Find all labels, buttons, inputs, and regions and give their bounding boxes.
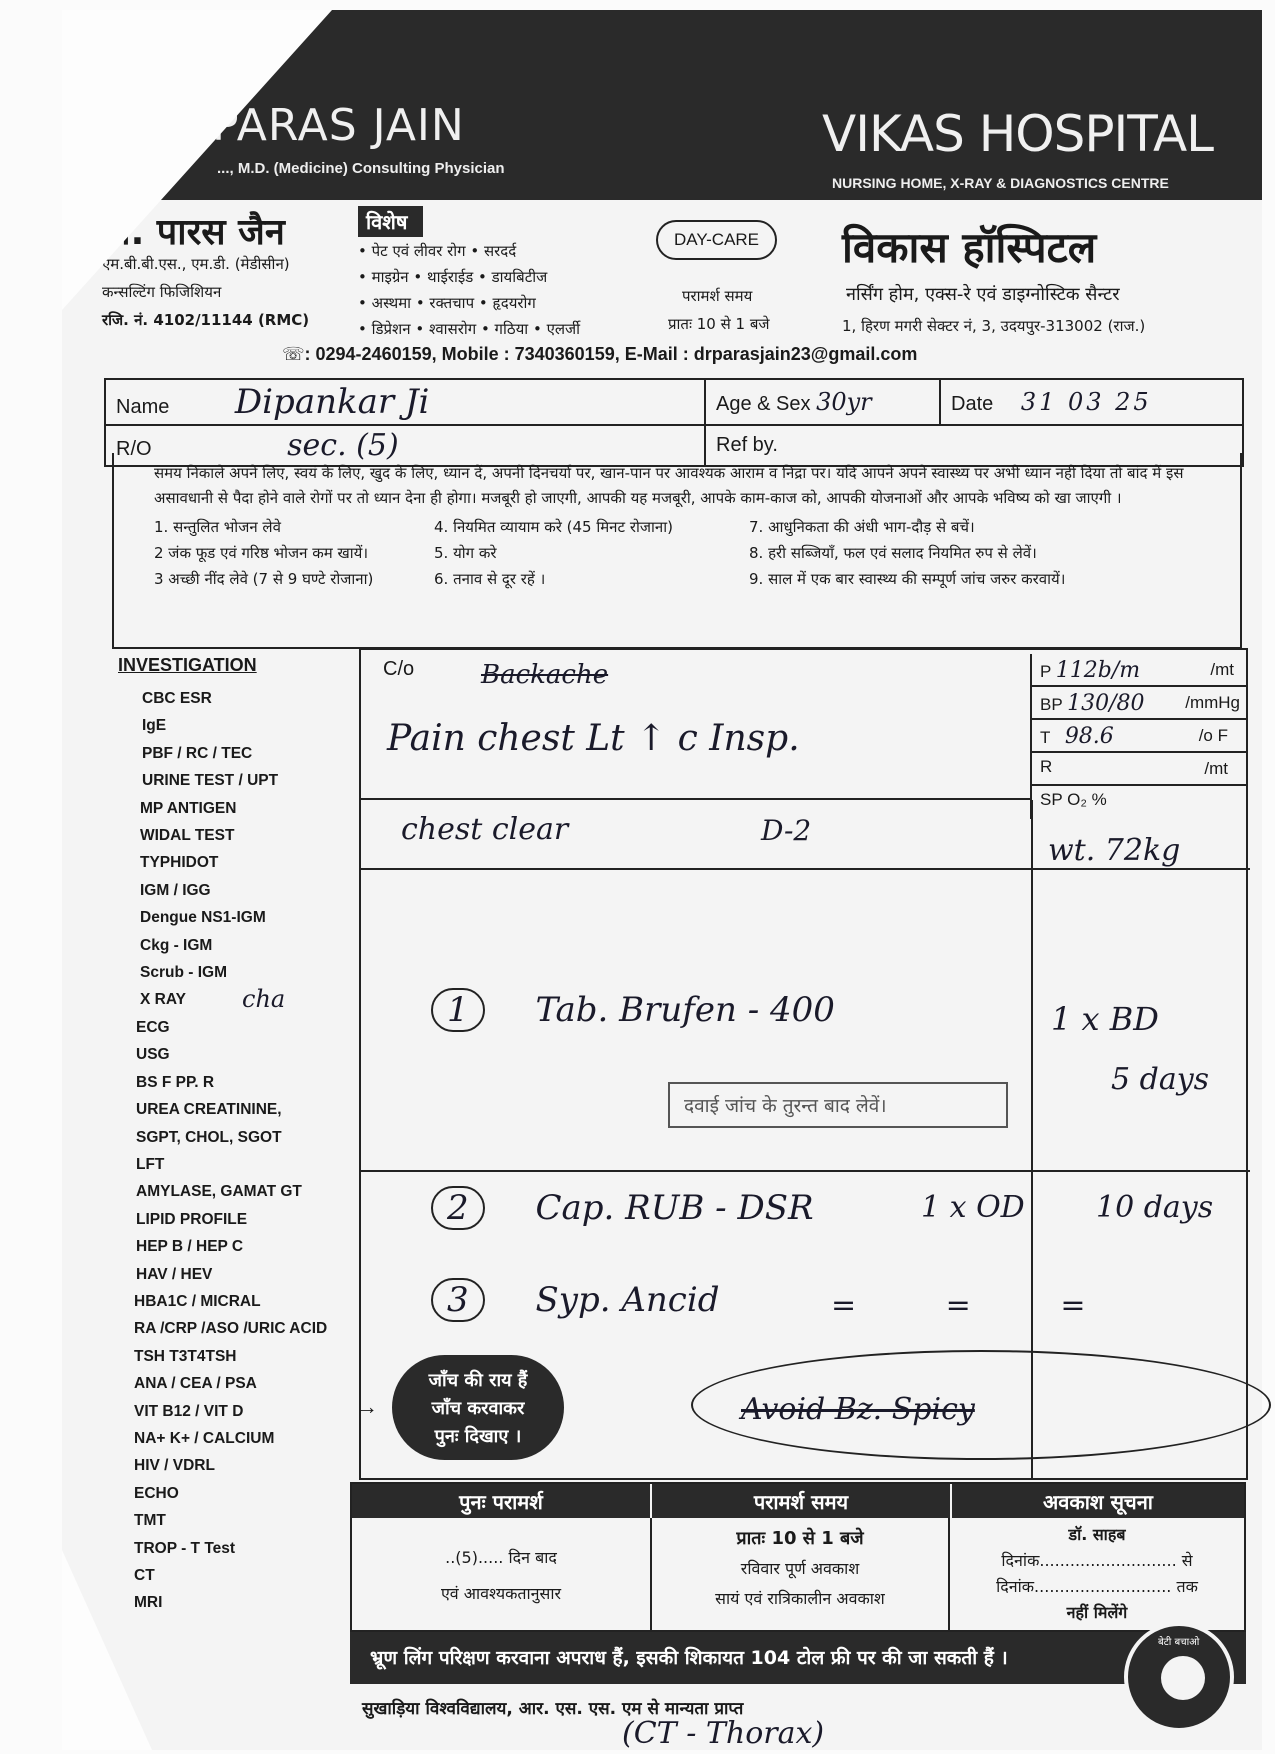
- leave-head: अवकाश सूचना: [950, 1484, 1244, 1518]
- investigation-item: RA /CRP /ASO /URIC ACID: [134, 1320, 328, 1338]
- investigation-item: Scrub - IGM: [140, 964, 227, 982]
- investigation-title: INVESTIGATION: [118, 655, 257, 675]
- hospital-name-hi: विकास हॉस्पिटल: [842, 223, 1097, 272]
- specialty-line: • अस्थमा • रक्तचाप • हृदयरोग: [358, 294, 536, 312]
- leave-doctor: डॉ. साहब: [1068, 1525, 1126, 1544]
- investigation-list: [134, 685, 327, 1617]
- d2-note: D-2: [761, 814, 812, 847]
- investigation-item: WIDAL TEST: [140, 827, 235, 845]
- time-sunday: रविवार पूर्ण अवकाश: [740, 1559, 860, 1578]
- med-3: [431, 1280, 719, 1320]
- revisit-need: एवं आवश्यकतानुसार: [440, 1584, 562, 1603]
- girl-face-icon: [1161, 1656, 1205, 1700]
- time-head: परामर्श समय: [650, 1484, 950, 1518]
- legal-banner: भ्रूण लिंग परिक्षण करवाना अपराध हैं, इसकी शिकायत 104 टोल फ्री पर की जा सकती हैं ।: [350, 1632, 1246, 1684]
- temp-row: [1030, 720, 1248, 753]
- age-sex-value: 30yr: [816, 388, 872, 416]
- registration-number: रजि. नं. 4102/11144 (RMC): [102, 311, 310, 329]
- med-2-days: 10 days: [1096, 1190, 1214, 1225]
- time-evening: सायं एवं रात्रिकालीन अवकाश: [715, 1589, 885, 1608]
- med-3-dose: = = =: [831, 1288, 1126, 1323]
- date-value: 31 03 25: [1020, 388, 1152, 416]
- name-label: Name: [116, 396, 170, 418]
- prescription-sheet: [62, 10, 1262, 1750]
- investigation-item: LFT: [136, 1155, 165, 1173]
- investigation-item: ANA / CEA / PSA: [134, 1375, 257, 1393]
- med-3-number: 3: [431, 1278, 485, 1322]
- age-sex-cell: [705, 379, 940, 425]
- bp-row: [1030, 687, 1248, 720]
- med-1-dose: 1 x BD: [1051, 1000, 1159, 1038]
- med-2: [431, 1188, 814, 1228]
- doctor-name-hi: डॉ. पारस जैन: [102, 212, 285, 253]
- specialty-line: • पेट एवं लीवर रोग • सरदर्द: [358, 242, 517, 260]
- affiliation: सुखाड़िया विश्वविद्यालय, आर. एस. एस. एम से मान्यता प्राप्त: [362, 1699, 744, 1719]
- investigation-item: CBC ESR: [142, 690, 212, 707]
- hospital-name-en: VIKAS HOSPITAL: [822, 105, 1214, 163]
- investigation-item: VIT B12 / VIT D: [134, 1402, 244, 1420]
- pulse-unit: /mt: [1210, 660, 1234, 679]
- leave-to: दिनांक........................... तक: [996, 1577, 1198, 1596]
- bottom-note: (CT - Thorax): [622, 1716, 825, 1751]
- chest-exam: chest clear: [401, 812, 569, 847]
- ro-value: sec. (5): [287, 428, 399, 463]
- complaint-text: Pain chest Lt ↑ c Insp.: [387, 718, 800, 759]
- investigation-item: PBF / RC / TEC: [142, 744, 253, 762]
- time-morning: प्रातः 10 से 1 बजे: [736, 1528, 864, 1549]
- ref-label: Ref by.: [716, 434, 778, 456]
- investigation-item: X RAY: [140, 991, 186, 1009]
- investigation-item: Ckg - IGM: [140, 936, 213, 954]
- pill-line: जाँच करवाकर: [431, 1398, 525, 1419]
- revisit-head: पुनः परामर्श: [352, 1484, 650, 1518]
- xray-note: cha: [242, 985, 286, 1013]
- investigation-item: SGPT, CHOL, SGOT: [136, 1128, 282, 1146]
- tip: 4. नियमित व्यायाम करे (45 मिनट रोजाना): [434, 518, 673, 536]
- doctor-degree-en: ..., M.D. (Medicine) Consulting Physician: [217, 160, 505, 177]
- advice-paragraph: समय निकाले अपने लिए, स्वयं के लिए, खुद के लिए, ध्यान दें, अपनी दिनचर्या पर, खान-पान पर आवश्यक आराम व निद्रा पर। यदि आपने अपने स्वास्थ्य पर अभी ध्यान नहीं दिया तो बांद में इस असावधानी से पैदा होने वाले रोगों पर तो ध्यान देना ही होगा। मजबूरी हो जाएगी, आपकी यह मजबूरी, आपके काम-काज को, आपकी योजनाओं और आपके भविष्य को खा जाएगी ।: [154, 464, 1184, 507]
- tip: 9. साल में एक बार स्वास्थ्य की सम्पूर्ण जांच जरुर करवायें।: [749, 570, 1066, 588]
- spo2-label: SP O₂ %: [1040, 790, 1107, 809]
- medicine-stamp: दवाई जांच के तुरन्त बाद लेवें।: [668, 1082, 1008, 1128]
- investigation-item: TMT: [134, 1512, 166, 1530]
- consult-time: प्रातः 10 से 1 बजे: [668, 315, 770, 333]
- folded-corner: [62, 10, 332, 310]
- leave-cell: [950, 1518, 1244, 1632]
- investigation-item: TROP - T Test: [134, 1539, 236, 1557]
- investigation-advice-pill: [392, 1355, 564, 1460]
- struck-advice: Avoid Bz. Spicy: [741, 1392, 975, 1427]
- co-struck: Backache: [481, 660, 609, 690]
- contact-line: ☏: 0294-2460159, Mobile : 7340360159, E-Mail : drparasjain23@gmail.com: [282, 344, 918, 364]
- hospital-subtitle-hi: नर्सिंग होम, एक्स-रे एवं डाइग्नोस्टिक सैन्टर: [846, 284, 1120, 305]
- pulse-value: 112b/m: [1055, 658, 1141, 683]
- tip: 6. तनाव से दूर रहें ।: [434, 570, 546, 588]
- investigation-item: HAV / HEV: [136, 1265, 213, 1283]
- tip: 3 अच्छी नींद लेवे (7 से 9 घण्टे रोजाना): [154, 570, 374, 588]
- med-1: [431, 990, 835, 1030]
- pill-line: पुनः दिखाए ।: [434, 1426, 522, 1447]
- investigation-item: MP ANTIGEN: [140, 799, 237, 817]
- health-advice-box: [112, 453, 1242, 649]
- tip: 2 जंक फूड एवं गरिष्ठ भोजन कम खायें।: [154, 544, 369, 562]
- hospital-address: 1, हिरण मगरी सेक्टर नं, 3, उदयपुर-313002 (राज.): [842, 317, 1146, 335]
- investigation-item: URINE TEST / UPT: [142, 772, 279, 790]
- investigation-item: UREA CREATININE,: [136, 1101, 282, 1119]
- investigation-item: AMYLASE, GAMAT GT: [136, 1183, 302, 1201]
- investigation-item: MRI: [134, 1594, 163, 1612]
- investigation-item: ECHO: [134, 1484, 179, 1502]
- resp-unit: /mt: [1204, 759, 1228, 778]
- doctor-role-hi: कन्सल्टिंग फिजिशियन: [102, 283, 222, 301]
- revisit-days: ..(5)..... दिन बाद: [445, 1548, 557, 1567]
- investigation-item: CT: [134, 1567, 155, 1584]
- vitals-panel: [1030, 654, 1248, 882]
- day-care-badge: DAY-CARE: [656, 220, 777, 260]
- beti-bachao-emblem: [1124, 1622, 1234, 1732]
- investigation-item: TYPHIDOT: [140, 854, 219, 872]
- leave-from: दिनांक........................... से: [1001, 1551, 1193, 1570]
- emblem-text: बेटी बचाओ: [1158, 1637, 1200, 1648]
- med-1-number: 1: [431, 988, 485, 1032]
- tip: 5. योग करे: [434, 544, 497, 562]
- temp-value: 98.6: [1064, 724, 1114, 749]
- arrow-right-icon: →: [356, 1394, 378, 1419]
- investigation-item: HBA1C / MICRAL: [134, 1292, 261, 1310]
- bp-unit: /mmHg: [1185, 693, 1240, 712]
- bp-value: 130/80: [1067, 691, 1145, 716]
- revisit-cell: [352, 1518, 650, 1632]
- name-value: Dipankar Ji: [234, 382, 430, 422]
- investigation-item: LIPID PROFILE: [136, 1210, 248, 1228]
- med-3-text: Syp. Ancid: [535, 1280, 720, 1320]
- resp-row: [1030, 753, 1248, 786]
- weight-value: wt. 72kg: [1048, 833, 1181, 868]
- doctor-degree-hi: एम.बी.बी.एस., एम.डी. (मेडीसीन): [102, 255, 290, 273]
- pill-line: जाँच की राय हैं: [428, 1370, 528, 1391]
- advice-tips: [154, 517, 1200, 595]
- investigation-item: USG: [136, 1046, 170, 1064]
- specialty-list: [358, 238, 580, 342]
- investigation-item: IgE: [142, 717, 167, 735]
- investigation-item: ECG: [136, 1018, 170, 1036]
- specialty-label: विशेष: [358, 206, 423, 237]
- specialty-line: • माइग्रेन • थाईराईड • डायबिटीज: [358, 268, 548, 286]
- age-sex-label: Age & Sex: [716, 393, 811, 415]
- tip: 8. हरी सब्जियाँ, फल एवं सलाद नियमित रुप से लेवें।: [749, 544, 1037, 562]
- bp-label: BP: [1040, 695, 1063, 714]
- time-cell: [650, 1518, 950, 1632]
- temp-label: T: [1040, 728, 1051, 747]
- pulse-label: P: [1040, 662, 1052, 681]
- temp-unit: /o F: [1198, 726, 1228, 745]
- specialty-line: • डिप्रेशन • श्वासरोग • गठिया • एलर्जी: [358, 320, 581, 338]
- ro-label: R/O: [116, 438, 152, 460]
- med-2-number: 2: [431, 1186, 485, 1230]
- tip: 1. सन्तुलित भोजन लेवे: [154, 518, 281, 536]
- investigation-item: IGM / IGG: [140, 881, 211, 899]
- investigation-item: NA+ K+ / CALCIUM: [134, 1429, 275, 1447]
- investigation-item: HIV / VDRL: [134, 1457, 215, 1475]
- footer-info-grid: [350, 1482, 1246, 1632]
- med-2-text: Cap. RUB - DSR: [535, 1188, 814, 1228]
- tip: 7. आधुनिकता की अंधी भाग-दौड़ से बचें।: [749, 518, 975, 536]
- hospital-subtitle-en: NURSING HOME, X-RAY & DIAGNOSTICS CENTRE: [832, 175, 1169, 191]
- investigation-item: BS F PP. R: [136, 1073, 215, 1091]
- leave-absent: नहीं मिलेंगे: [1066, 1603, 1128, 1622]
- doctor-name-en: PARAS JAIN: [212, 100, 465, 151]
- investigation-item: TSH T3T4TSH: [134, 1347, 237, 1365]
- pulse-row: [1030, 654, 1248, 687]
- date-label: Date: [951, 393, 994, 415]
- med-1-text: Tab. Brufen - 400: [535, 990, 835, 1030]
- date-cell: [940, 379, 1243, 425]
- spo2-row: [1030, 786, 1248, 819]
- med-divider: [361, 1170, 1250, 1172]
- investigation-item: Dengue NS1-IGM: [140, 909, 266, 927]
- folded-corner-bottom: [62, 1550, 152, 1750]
- med-2-dose: 1 x OD: [921, 1190, 1025, 1225]
- consult-time-label: परामर्श समय: [682, 287, 753, 305]
- name-cell: [105, 379, 705, 425]
- investigation-item: HEP B / HEP C: [136, 1238, 244, 1256]
- med-1-days: 5 days: [1111, 1062, 1210, 1097]
- resp-label: R: [1040, 757, 1053, 776]
- co-label: C/o: [383, 658, 415, 680]
